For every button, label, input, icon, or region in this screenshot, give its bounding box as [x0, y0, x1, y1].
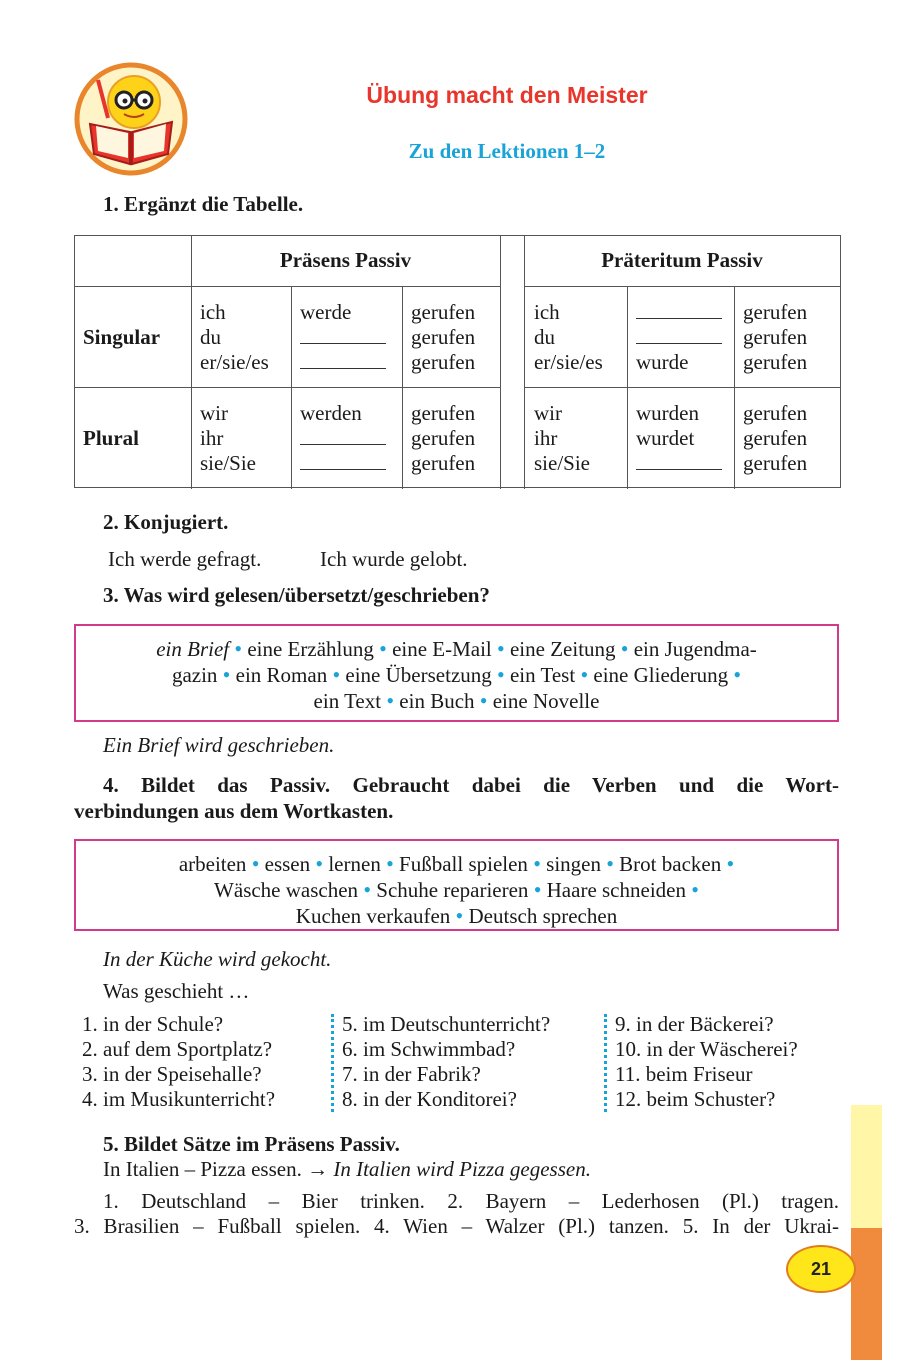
word-box-line: ein Text • ein Buch • eine Novelle: [313, 688, 600, 713]
page-subtitle: Zu den Lektionen 1–2: [408, 139, 606, 163]
question-list-col1: [82, 1012, 275, 1112]
task3-example: Ein Brief wird geschrieben.: [103, 733, 335, 757]
list-item: 12. beim Schuster?: [615, 1087, 776, 1111]
column-divider: [604, 1014, 607, 1112]
word-box-line: Wäsche waschen • Schuhe reparieren • Haare schneiden •: [214, 877, 699, 902]
word-box-line: Kuchen verkaufen • Deutsch sprechen: [295, 903, 618, 928]
task5-example: In Italien – Pizza essen. → In Italien wird Pizza gegessen.: [103, 1157, 591, 1181]
page-title: Übung macht den Meister: [366, 82, 648, 108]
aux-cell: werden: [300, 401, 386, 476]
pronoun-cell: wir ihr sie/Sie: [534, 401, 590, 475]
list-item: 10. in der Wäscherei?: [615, 1037, 798, 1061]
task5-line2: 3. Brasilien – Fußball spielen. 4. Wien – Walzer (Pl.) tanzen. 5. In der Ukrai-: [74, 1214, 839, 1238]
header-praesens-passiv: Präsens Passiv: [279, 248, 412, 272]
header-praeteritum-passiv: Präteritum Passiv: [601, 248, 763, 272]
fill-blank[interactable]: [300, 350, 386, 369]
participle-cell: gerufen gerufen gerufen: [743, 300, 808, 374]
list-item: 3. in der Speisehalle?: [82, 1062, 262, 1086]
word-box-line: arbeiten • essen • lernen • Fußball spielen • singen • Brot backen •: [178, 851, 735, 876]
task4-example: In der Küche wird gekocht.: [103, 947, 332, 971]
page-edge-stripe-accent: [851, 1228, 882, 1360]
list-item: 6. im Schwimmbad?: [342, 1037, 516, 1061]
question-list-col3: [615, 1012, 798, 1112]
pronoun-cell: ich du er/sie/es: [200, 300, 269, 374]
list-item: 1. in der Schule?: [82, 1012, 224, 1036]
word-box-line: ein Brief • eine Erzählung • eine E-Mail • eine Zeitung • ein Jugendma-: [156, 636, 757, 661]
column-divider: [331, 1014, 334, 1112]
task5-heading: 5. Bildet Sätze im Präsens Passiv.: [103, 1132, 400, 1156]
fill-blank[interactable]: [300, 426, 386, 445]
list-item: 5. im Deutschunterricht?: [342, 1012, 551, 1036]
list-item: 8. in der Konditorei?: [342, 1087, 517, 1111]
task2-example-1: Ich werde gefragt.: [108, 547, 262, 571]
list-item: 9. in der Bäckerei?: [615, 1012, 774, 1036]
task3-word-box: [74, 624, 839, 722]
list-item: 7. in der Fabrik?: [342, 1062, 481, 1086]
page-number: 21: [786, 1245, 856, 1293]
aux-cell: werde: [300, 300, 386, 375]
pronoun-cell: wir ihr sie/Sie: [200, 401, 256, 475]
list-item: 11. beim Friseur: [615, 1062, 753, 1086]
question-list-col2: [342, 1012, 550, 1112]
fill-blank[interactable]: [636, 451, 722, 470]
task4-word-box: [74, 839, 839, 931]
task1-heading: 1. Ergänzt die Tabelle.: [103, 192, 304, 216]
task4-heading-line2: verbindungen aus dem Wortkasten.: [74, 799, 394, 823]
word-box-line: gazin • ein Roman • eine Übersetzung • ein Test • eine Gliederung •: [171, 662, 742, 687]
list-item: 4. im Musikunterricht?: [82, 1087, 276, 1111]
task2-example-2: Ich wurde gelobt.: [320, 547, 468, 571]
task4-question: Was geschieht …: [103, 979, 250, 1003]
aux-cell: wurde: [636, 300, 722, 375]
task2-heading: 2. Konjugiert.: [103, 510, 229, 534]
participle-cell: gerufen gerufen gerufen: [411, 401, 476, 475]
fill-blank[interactable]: [636, 325, 722, 344]
pronoun-cell: ich du er/sie/es: [534, 300, 603, 374]
task4-heading-line1: 4. Bildet das Passiv. Gebraucht dabei die Verben und die Wort-: [103, 773, 839, 797]
fill-blank[interactable]: [300, 451, 386, 470]
participle-cell: gerufen gerufen gerufen: [411, 300, 476, 374]
row-label-singular: Singular: [83, 325, 161, 349]
aux-cell: wurden wurdet: [636, 401, 722, 476]
task3-heading: 3. Was wird gelesen/übersetzt/geschrieben?: [103, 583, 490, 607]
task5-line1: 1. Deutschland – Bier trinken. 2. Bayern – Lederhosen (Pl.) tragen.: [103, 1189, 839, 1213]
participle-cell: gerufen gerufen gerufen: [743, 401, 808, 475]
fill-blank[interactable]: [636, 300, 722, 319]
row-label-plural: Plural: [83, 426, 139, 450]
fill-blank[interactable]: [300, 325, 386, 344]
passive-table: [74, 235, 841, 488]
list-item: 2. auf dem Sportplatz?: [82, 1037, 273, 1061]
